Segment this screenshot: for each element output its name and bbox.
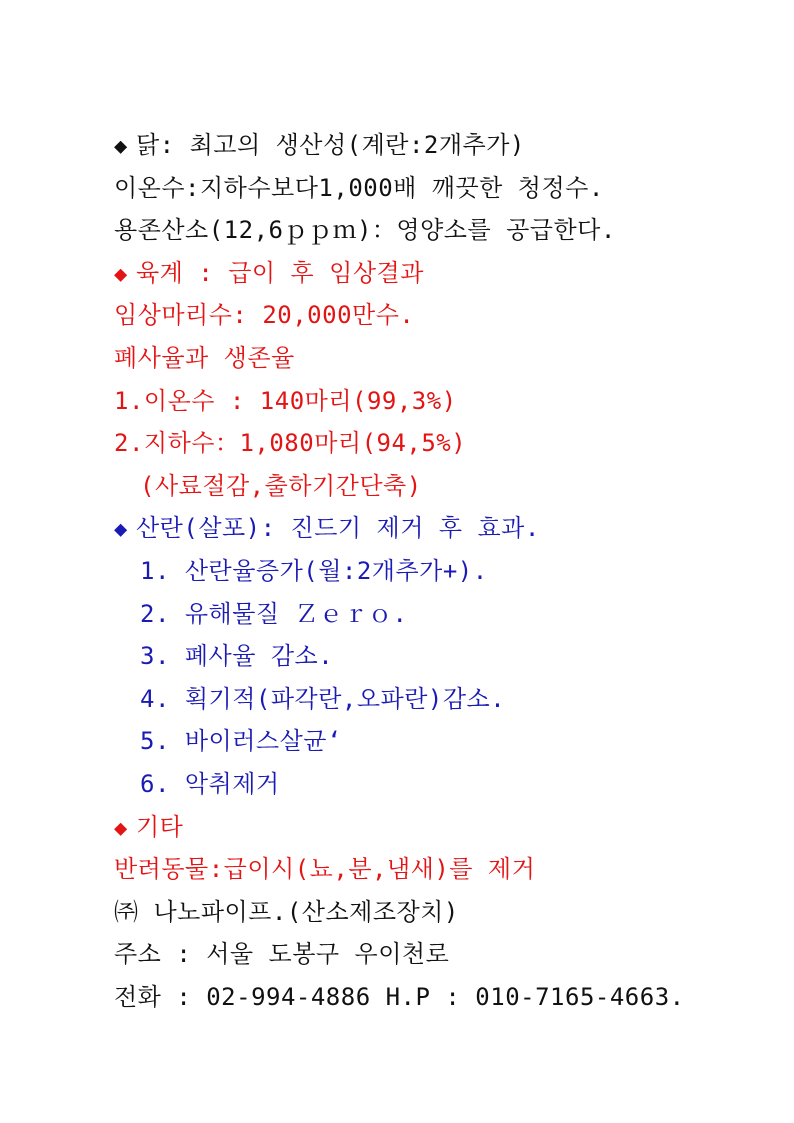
dissolved-oxygen-line: 용존산소(12,6ｐｐｍ)：영양소를 공급한다. — [114, 216, 616, 245]
document-body — [114, 124, 774, 1018]
heading-broiler-text: 육계 : 급이 후 임상결과 — [136, 258, 424, 287]
diamond-bullet-icon: ◆ — [114, 134, 128, 159]
company-address: 주소 : 서울 도봉구 우이천로 — [114, 940, 450, 969]
diamond-bullet-icon: ◆ — [114, 517, 128, 543]
result-groundwater: 2.지하수：1,080마리(94,5%) — [114, 429, 467, 458]
mortality-survival-line: 폐사율과 생존율 — [114, 343, 295, 372]
diamond-bullet-icon: ◆ — [114, 815, 128, 841]
effect-item: 5. 바이러스살균‘ — [140, 727, 342, 756]
effect-item: 4. 획기적(파각란,오파란)감소. — [140, 684, 506, 713]
diamond-bullet-icon: ◆ — [114, 261, 128, 287]
heading-chicken-text: 닭: 최고의 생산성(계란:2개추가) — [136, 131, 525, 159]
heading-other-text: 기타 — [136, 812, 184, 841]
company-phone: 전화 : 02-994-4886 H.P : 010-7165-4663. — [114, 982, 685, 1011]
company-name: ㈜ 나노파이프.(산소제조장치) — [114, 897, 459, 926]
heading-layer-spray — [114, 507, 774, 550]
clinical-count-line: 임상마리수: 20,000만수. — [114, 301, 415, 330]
feed-savings-note: (사료절감,출하기간단축) — [140, 471, 422, 500]
effect-item: 2. 유해물질 Ｚｅｒｏ. — [140, 599, 408, 628]
heading-other — [114, 806, 774, 849]
effect-item: 6. 악취제거 — [140, 769, 280, 798]
heading-chicken — [114, 124, 774, 167]
heading-layer-spray-text: 산란(살포): 진드기 제거 후 효과. — [136, 514, 540, 543]
result-ionized-water: 1.이온수 : 140마리(99,3%) — [114, 386, 457, 415]
effect-item: 1. 산란율증가(월:2개추가+). — [140, 556, 488, 585]
pet-line: 반려동물:급이시(뇨,분,냄새)를 제거 — [114, 855, 536, 884]
ionized-water-line: 이온수:지하수보다1,000배 깨끗한 청정수. — [114, 173, 604, 202]
heading-broiler — [114, 252, 774, 295]
effect-item: 3. 폐사율 감소. — [140, 642, 334, 671]
